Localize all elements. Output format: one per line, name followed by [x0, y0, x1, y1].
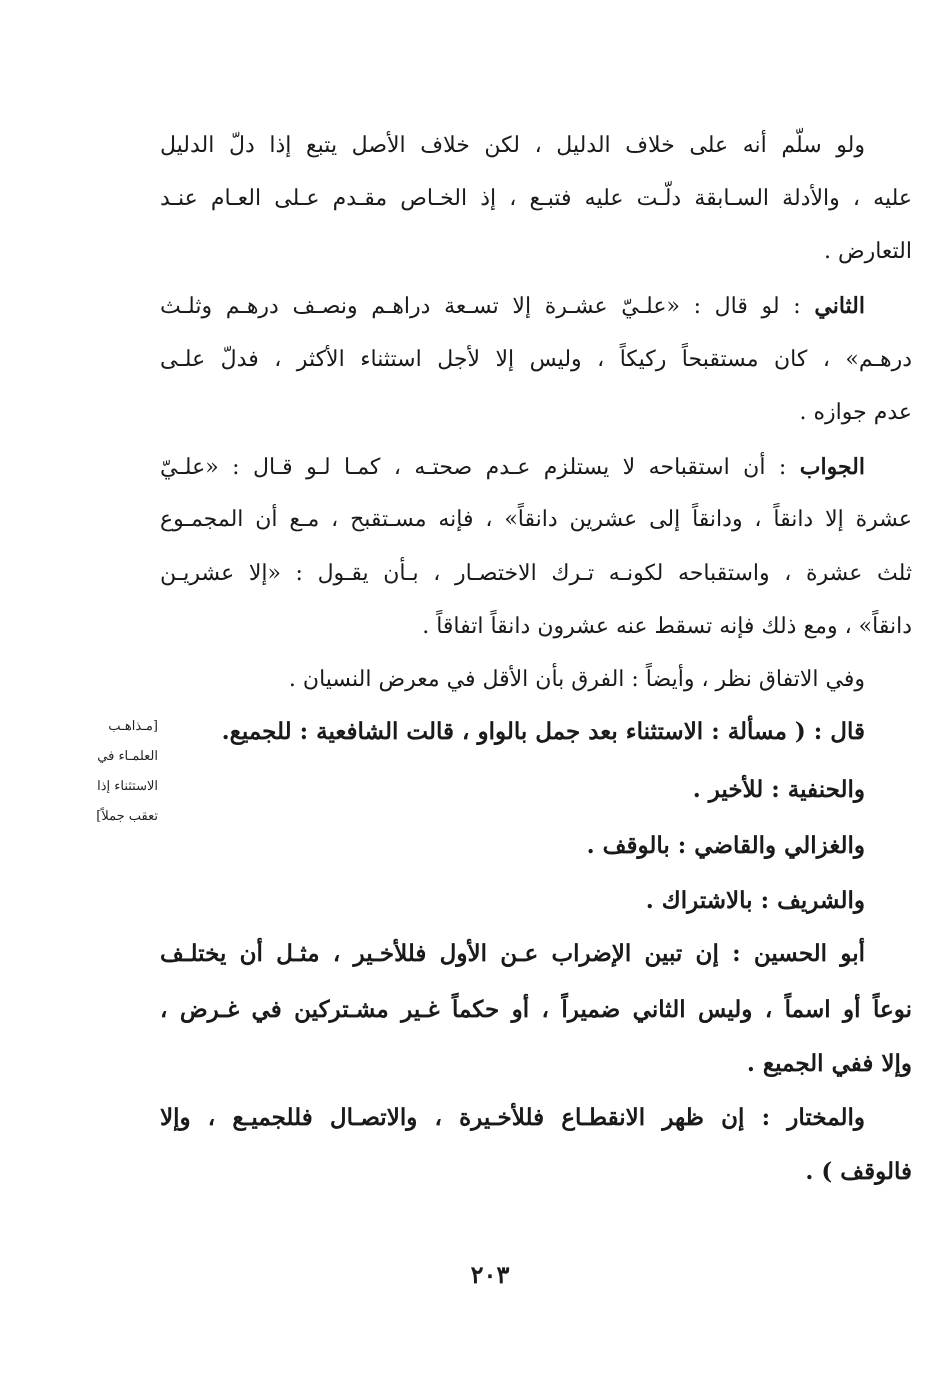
body-line: ولو سلّم أنه على خلاف الدليل ، لكن خلاف الأصل يتبع إذا دلّ الدليل [160, 133, 865, 158]
body-line: درهـم» ، كان مستقبحاً ركيكاً ، وليس إلا لأجل استثناء الأكثر ، فدلّ علـى [160, 347, 912, 372]
line-text: : أن استقباحه لا يستلزم عـدم صحتـه ، كمـا لـو قـال : «علـيّ [160, 455, 800, 480]
quoted-text-line: والمختار : إن ظهر الانقطـاع فللأخـيرة ، والاتصـال فللجميـع ، وإلا [160, 1104, 865, 1131]
quoted-text-line: والشريف : بالاشتراك . [645, 887, 865, 914]
margin-note-line: تعقب جملاً] [96, 809, 158, 824]
body-line: التعارض . [824, 239, 912, 264]
quoted-text-line: نوعاً أو اسماً ، وليس الثاني ضميراً ، أو حكماً غـير مشـتركين في غـرض ، [160, 996, 912, 1023]
body-line: ثلث عشرة ، واستقباحه لكونـه تـرك الاختصـار ، بـأن يقـول : «إلا عشريـن [160, 561, 912, 586]
margin-note-line: العلمـاء في [97, 749, 158, 764]
quoted-text-line: قال : ( مسألة : الاستثناء بعد جمل بالواو ، قالت الشافعية : للجميع. [221, 718, 865, 745]
margin-note-line: [مـذاهـب [108, 719, 158, 734]
quoted-text-line: أبو الحسين : إن تبين الإضراب عـن الأول فللأخـير ، مثـل أن يختلـف [160, 940, 865, 967]
quoted-text-line: والحنفية : للأخير . [692, 776, 865, 803]
margin-note-line: الاستثناء إذا [97, 779, 158, 794]
body-line: عشرة إلا دانقاً ، ودانقاً إلى عشرين دانقاً» ، فإنه مسـتقبح ، مـع أن المجمـوع [160, 507, 912, 532]
body-line: عليه ، والأدلة السـابقة دلّـت عليه فتبـع ، إذ الخـاص مقـدم عـلى العـام عنـد [160, 186, 913, 211]
quoted-text-line: فالوقف ) . [805, 1158, 912, 1185]
body-line [160, 447, 865, 488]
paragraph-lead: الجواب [799, 454, 865, 480]
body-line: وفي الاتفاق نظر ، وأيضاً : الفرق بأن الأقل في معرض النسيان . [288, 667, 865, 692]
quoted-text-line: وإلا ففي الجميع . [746, 1050, 912, 1077]
quoted-text-line: والغزالي والقاضي : بالوقف . [586, 832, 865, 859]
paragraph-lead: الثاني [814, 293, 865, 319]
body-line: عدم جوازه . [799, 400, 912, 425]
body-line: دانقاً» ، ومع ذلك فإنه تسقط عنه عشرون دانقاً اتفاقاً . [422, 614, 912, 639]
margin-note [70, 712, 158, 832]
page-number: ٢٠٣ [470, 1260, 510, 1289]
body-line [160, 286, 865, 327]
line-text: : لو قال : «علـيّ عشـرة إلا تسـعة دراهـم ونصـف درهـم وثلـث [160, 294, 815, 319]
